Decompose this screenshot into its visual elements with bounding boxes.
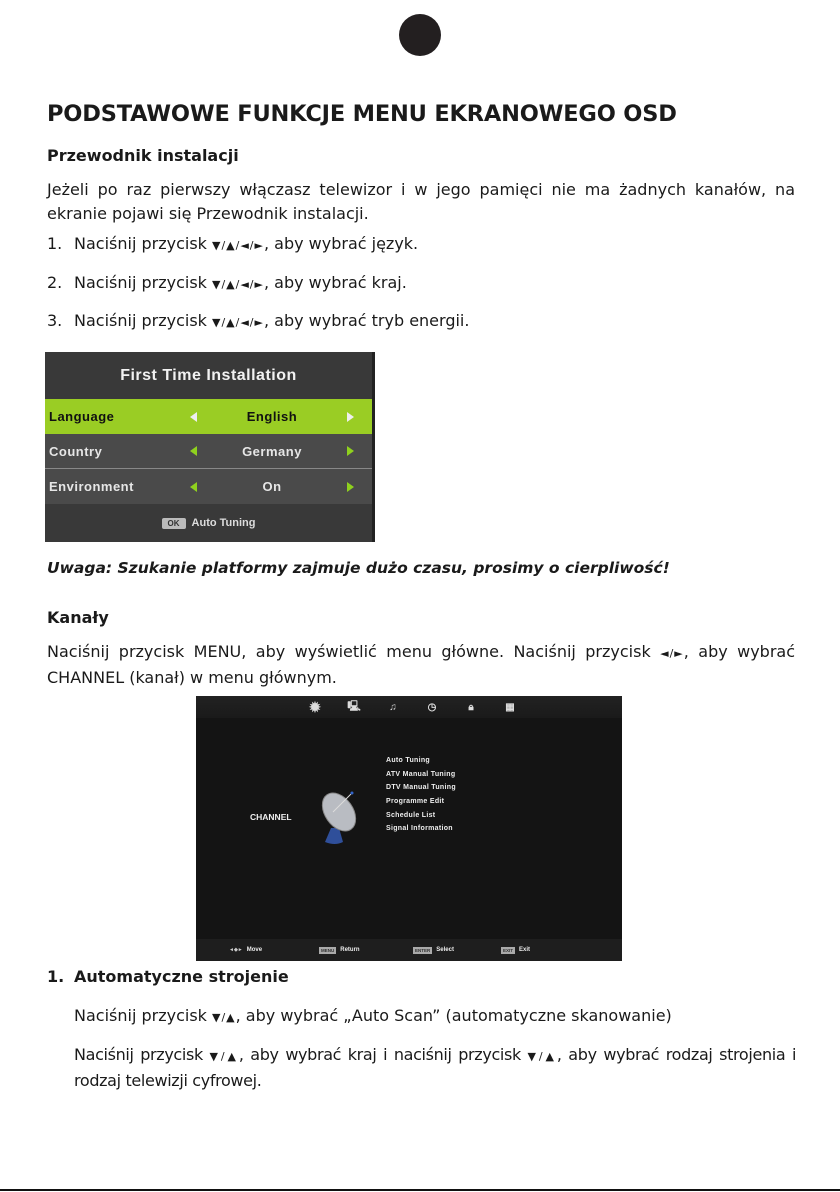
auto-tuning-step-2: Naciśnij przycisk ▼/▲, aby wybrać kraj i naciśnij przycisk ▼/▲, aby wybrać rodzaj strojenia i rodzaj telewizji cyfrowej. [74,1045,797,1090]
ok-key-icon: OK [162,518,186,529]
menu-item-programme-edit[interactable]: Programme Edit [386,798,445,806]
section-title-installation: Przewodnik instalacji [47,146,239,165]
note: Uwaga: Szukanie platformy zajmuje dużo czasu, prosimy o cierpliwość! [47,559,670,577]
channels-intro: Naciśnij przycisk MENU, aby wyświetlić menu główne. Naciśnij przycisk ◄/►, aby wybrać CHANNEL (kanał) w menu głównym. [47,642,796,687]
auto-tuning-hint: Auto Tuning [191,517,256,529]
row-value: On [262,479,282,494]
gear-icon[interactable]: ✹ [309,698,321,715]
menu-footer [196,939,622,961]
monitor-icon[interactable]: 🖳 [347,700,361,712]
footer-select: Select [436,947,454,953]
step-2: 2. Naciśnij przycisk ▼/▲/◄/►, aby wybrać kraj. [47,273,407,292]
lock-icon[interactable]: 🔒︎ [468,701,474,713]
menu-item-schedule-list[interactable]: Schedule List [386,811,436,819]
clock-icon[interactable]: ◷ [427,701,437,713]
menu-key-icon: MENU [321,947,335,953]
row-value: Germany [242,443,302,459]
channel-menu-list [386,757,456,839]
footer-move: Move [246,947,263,953]
crop-line [0,1189,840,1191]
left-arrow-icon[interactable] [190,446,197,456]
page-title: PODSTAWOWE FUNKCJE MENU EKRANOWEGO OSD [47,101,677,127]
installation-intro: Jeżeli po raz pierwszy włączasz telewizor i w jego pamięci nie ma żadnych kanałów, na ekranie pojawi się Przewodnik instalacji. [47,180,795,223]
right-arrow-icon[interactable] [347,446,354,456]
menu-item-dtv-manual-tuning[interactable]: DTV Manual Tuning [386,784,456,792]
step-1: 1. Naciśnij przycisk ▼/▲/◄/►, aby wybrać język. [47,234,419,253]
left-arrow-icon[interactable] [190,482,197,492]
exit-key-icon: EXIT [503,947,514,953]
channel-label: CHANNEL [250,812,292,822]
section-title-auto-tuning: 1. Automatyczne strojenie [47,967,289,986]
menu-tab-bar [196,696,622,718]
right-arrow-icon[interactable] [347,482,354,492]
row-label: Language [49,409,115,424]
menu-item-signal-information[interactable]: Signal Information [386,825,453,833]
step-3: 3. Naciśnij przycisk ▼/▲/◄/►, aby wybrać tryb energii. [47,311,470,330]
fti-title: First Time Installation [120,367,297,384]
row-label: Country [49,443,103,459]
section-title-channels: Kanały [47,608,109,627]
page-marker-dot [399,14,441,56]
fti-row-language[interactable] [45,399,372,434]
right-arrow-icon[interactable] [347,412,354,422]
footer-return: Return [340,947,360,953]
fti-footer [45,504,372,542]
fti-row-environment[interactable] [45,469,372,504]
satellite-dish-icon [317,786,361,846]
footer-exit: Exit [519,947,531,953]
channel-menu-screen [196,696,622,961]
row-label: Environment [49,479,134,494]
menu-item-atv-manual-tuning[interactable]: ATV Manual Tuning [386,770,456,778]
row-value: English [246,409,298,424]
grid-icon[interactable]: ▦ [505,701,515,713]
auto-tuning-step-1: Naciśnij przycisk ▼/▲, aby wybrać „Auto Scan” (automatyczne skanowanie) [74,1006,672,1025]
first-time-installation-screen [45,352,375,542]
left-arrow-icon[interactable] [190,412,197,422]
music-icon[interactable]: ♫ [389,701,397,713]
move-arrows-icon: ◄◆► [229,947,243,953]
fti-row-country[interactable] [45,434,372,469]
enter-key-icon: ENTER [415,947,431,953]
menu-item-auto-tuning[interactable]: Auto Tuning [386,757,430,764]
